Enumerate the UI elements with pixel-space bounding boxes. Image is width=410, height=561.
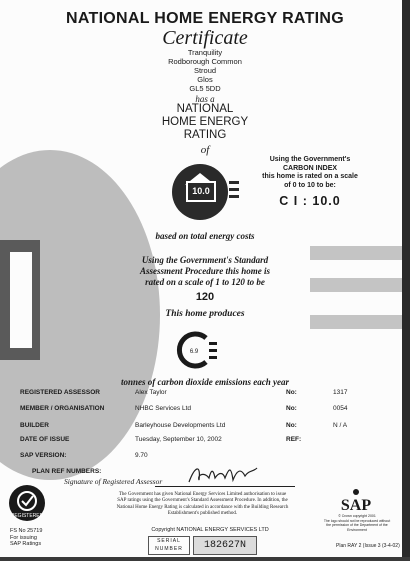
carbon-index-value: C I : 10.0 xyxy=(279,194,341,208)
of-text: of xyxy=(200,144,210,156)
sap-version-value: 9.70 xyxy=(135,452,148,459)
sap-value: 120 xyxy=(195,291,215,303)
sap-logo-icon xyxy=(331,488,381,514)
serial-number-label xyxy=(148,536,190,555)
assessor-row xyxy=(20,389,390,401)
ref-label: REF: xyxy=(286,436,302,443)
copyright-text: Copyright NATIONAL ENERGY SERVICES LTD xyxy=(151,527,269,533)
carbon-index-text xyxy=(245,156,375,190)
fs-line-3: SAP Ratings xyxy=(10,541,42,547)
address-line-1: Tranquility xyxy=(187,48,223,57)
builder-label: BUILDER xyxy=(20,422,49,429)
emissions-value: 6.9 xyxy=(189,349,199,355)
fs-number-text xyxy=(10,528,42,548)
rating-heading-line-3: RATING xyxy=(183,129,227,141)
builder-row xyxy=(20,422,390,434)
builder-no-label: No: xyxy=(286,422,297,429)
carbon-index-line-4: of 0 to 10 to be: xyxy=(284,181,336,189)
sap-text-line-1: Using the Government's Standard xyxy=(141,255,269,265)
assessor-value: Alex Taylor xyxy=(135,389,167,396)
rating-heading-line-2: HOME ENERGY xyxy=(161,116,249,128)
registered-logo-icon xyxy=(8,484,46,524)
address-line-2: Rodborough Common xyxy=(168,57,242,66)
address-line-4: Glos xyxy=(197,75,213,84)
member-label: MEMBER / ORGANISATION xyxy=(20,405,105,412)
member-value: NHBC Services Ltd xyxy=(135,405,191,412)
sap-text-line-2: Assessment Procedure this home is xyxy=(139,266,270,276)
signature-line xyxy=(155,486,295,487)
member-no-value: 0054 xyxy=(333,405,348,412)
certificate-title: NATIONAL HOME ENERGY RATING xyxy=(65,10,345,27)
date-label: DATE OF ISSUE xyxy=(20,436,70,443)
builder-value: Barleyhouse Developments Ltd xyxy=(135,422,226,429)
rating-heading-line-1: NATIONAL xyxy=(176,103,234,115)
address-line-3: Stroud xyxy=(193,66,217,75)
emissions-intro: This home produces xyxy=(165,309,245,319)
serial-number-value: 182627N xyxy=(193,536,257,555)
carbon-index-line-1: Using the Government's xyxy=(269,156,351,163)
government-authorisation-text: The Government has given National Energy Services Limited authorisation to issue SAP ratings using the Government's Standard Assessment Procedure. In addition, the National Home Energy Rating is calculated in accordance with the Building Research Establishment's published method. xyxy=(116,492,289,516)
plan-ray-text: Plan RAY 2 (Issue 3 (3-4-02) xyxy=(336,543,400,549)
sap-logo-text: SAP xyxy=(340,497,372,514)
signature-label: Signature of Registered Assessor xyxy=(64,477,163,486)
handwritten-signature xyxy=(185,462,261,488)
rating-value: 10.0 xyxy=(186,181,216,202)
emissions-unit: tonnes of carbon dioxide emissions each year xyxy=(121,377,289,387)
date-value: Tuesday, September 10, 2002 xyxy=(135,436,222,443)
builder-no-value: N / A xyxy=(333,422,348,429)
page-edge-bottom xyxy=(0,557,410,561)
member-no-label: No: xyxy=(286,405,297,412)
member-row xyxy=(20,405,390,417)
assessor-no-value: 1317 xyxy=(333,389,348,396)
sap-text xyxy=(0,255,410,288)
certificate-subtitle: Certificate xyxy=(162,27,248,49)
carbon-index-line-2: CARBON INDEX xyxy=(282,164,338,172)
assessor-no-label: No: xyxy=(286,389,297,396)
serial-label-line-1: SERIAL xyxy=(157,538,181,544)
rating-basis: based on total energy costs xyxy=(155,231,255,241)
carbon-index-line-3: this home is rated on a scale xyxy=(262,173,358,180)
plug-icon xyxy=(229,181,241,199)
plan-ref-label: PLAN REF NUMBERS: xyxy=(32,468,102,475)
sap-version-label: SAP VERSION: xyxy=(20,452,67,459)
fs-line-1: FS No 25719 xyxy=(10,528,43,534)
registered-logo-text: REGISTERED xyxy=(10,513,44,519)
sap-logo-caption xyxy=(322,514,392,532)
emissions-icon xyxy=(176,329,222,371)
sap-logo-copyright: © Crown copyright 2001 xyxy=(338,514,376,518)
date-row xyxy=(20,436,390,448)
sap-text-line-3: rated on a scale of 1 to 120 to be xyxy=(145,277,265,287)
serial-label-line-2: NUMBER xyxy=(155,546,183,552)
fs-line-2: For issuing xyxy=(10,534,37,541)
has-a-text: has a xyxy=(195,94,215,104)
sap-logo-notice: The logo should not be reproduced without the permission of the Department of the Environment xyxy=(323,518,391,532)
address-line-5: GL5 5DD xyxy=(189,84,221,93)
assessor-label: REGISTERED ASSESSOR xyxy=(20,389,100,396)
